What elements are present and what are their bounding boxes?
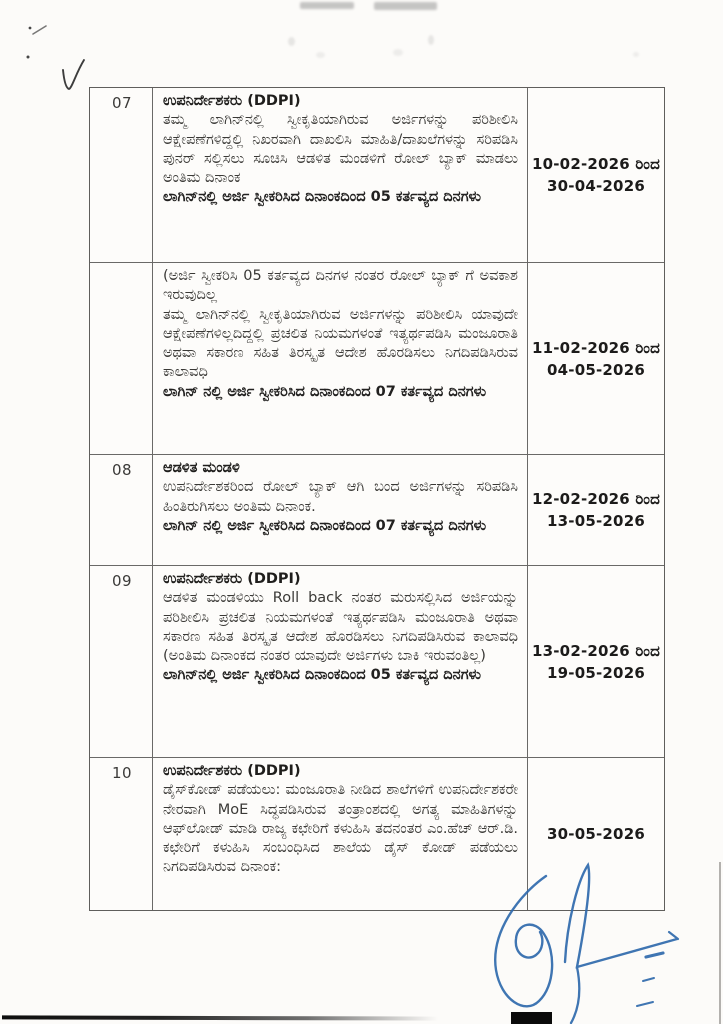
table-row: [90, 88, 664, 263]
smudge-mark: [393, 49, 403, 56]
row-deadline: ಲಾಗಿನ್ ನಲ್ಲಿ ಅರ್ಜಿ ಸ್ವೀಕರಿಸಿದ ದಿನಾಂಕದಿಂದ 07 ಕರ್ತವ್ಯದ ದಿನಗಳು: [163, 517, 487, 534]
date-to: 19-05-2026: [547, 663, 645, 682]
serial-number: 09: [112, 572, 133, 590]
description-cell: [153, 88, 528, 262]
date-single: 30-05-2026: [547, 825, 645, 843]
serial-cell: [90, 455, 153, 565]
row-note: (ಅರ್ಜಿ ಸ್ವೀಕರಿಸಿ 05 ಕರ್ತವ್ಯದ ದಿನಗಳ ನಂತರ ರೋಲ್ ಬ್ಯಾಕ್ ಗೆ ಅವಕಾಶ ಇರುವುದಿಲ್ಲ: [163, 268, 518, 304]
serial-cell: [90, 758, 153, 910]
row-deadline: ಲಾಗಿನ್‌ನಲ್ಲಿ ಅರ್ಜಿ ಸ್ವೀಕರಿಸಿದ ದಿನಾಂಕದಿಂದ 05 ಕರ್ತವ್ಯದ ದಿನಗಳು: [163, 189, 482, 206]
schedule-table: [89, 87, 665, 911]
description-cell: [153, 758, 528, 910]
row-header: ಉಪನಿರ್ದೇಶಕರು (DDPI): [163, 763, 301, 779]
date-from: 12-02-2026 ರಿಂದ: [531, 490, 661, 508]
serial-cell: [90, 263, 153, 454]
row-body: ತಮ್ಮ ಲಾಗಿನ್‌ನಲ್ಲಿ ಸ್ವೀಕೃತಿಯಾಗಿರುವ ಅರ್ಜಿಗಳನ್ನು ಪರಿಶೀಲಿಸಿ ಆಕ್ಷೇಪಣೆಗಳಿದ್ದಲ್ಲಿ ನಿಖರವಾಗಿ ದಾಖಲಿಸಿ ಮಾಹಿತಿ/ದಾಖಲೆಗಳನ್ನು ಸರಿಪಡಿಸಿ ಪುನರ್ ಸಲ್ಲಿಸಲು ಸೂಚಿಸಿ ಆಡಳಿತ ಮಂಡಳಿಗೆ ರೋಲ್ ಬ್ಯಾಕ್ ಮಾಡಲು ಅಂತಿಮ ದಿನಾಂಕ: [163, 112, 518, 187]
table-row: [90, 455, 664, 566]
row-header: ಉಪನಿರ್ದೇಶಕರು (DDPI): [163, 93, 301, 109]
table-row: [90, 566, 664, 758]
date-from: 11-02-2026 ರಿಂದ: [531, 338, 661, 357]
row-header: ಉಪನಿರ್ದೇಶಕರು (DDPI): [163, 571, 301, 587]
scan-black-mark: [511, 1012, 552, 1024]
serial-number: 07: [112, 94, 133, 112]
serial-number: 08: [112, 461, 133, 479]
row-body: ಡೈಸ್‌ಕೋಡ್ ಪಡೆಯಲು: ಮಂಜೂರಾತಿ ನೀಡಿದ ಶಾಲೆಗಳಿಗೆ ಉಪನಿರ್ದೇಶಕರೇ ನೇರವಾಗಿ MoE ಸಿದ್ಧಪಡಿಸಿರುವ ತಂತ್ರಾಂಶದಲ್ಲಿ ಅಗತ್ಯ ಮಾಹಿತಿಗಳನ್ನು ಆಫ್‌ಲೋಡ್ ಮಾಡಿ ರಾಜ್ಯ ಕಛೇರಿಗೆ ಕಳುಹಿಸಿ ತದನಂತರ ಎಂ.ಹೆಚ್ ಆರ್.ಡಿ. ಕಛೇರಿಗೆ ಕಳುಹಿಸಿ ಸಂಬಂಧಿಸಿದ ಶಾಲೆಯ ಡೈಸ್ ಕೋಡ್ ಪಡೆಯಲು ನಿಗದಿಪಡಿಸಿರುವ ದಿನಾಂಕ:: [163, 782, 518, 876]
row-body: ಉಪನಿರ್ದೇಶಕರಿಂದ ರೋಲ್ ಬ್ಯಾಕ್ ಆಗಿ ಬಂದ ಅರ್ಜಿಗಳನ್ನು ಸರಿಪಡಿಸಿ ಹಿಂತಿರುಗಿಸಲು ಅಂತಿಮ ದಿನಾಂಕ.: [163, 479, 518, 515]
description-cell: [153, 455, 528, 565]
serial-cell: [90, 566, 153, 757]
date-cell: [528, 455, 664, 565]
date-to: 30-04-2026: [547, 177, 645, 195]
signature-ink: [480, 860, 723, 1024]
date-to: 13-05-2026: [547, 512, 645, 530]
row-header: ಆಡಳಿತ ಮಂಡಳಿ: [163, 460, 240, 476]
date-from: 13-02-2026 ರಿಂದ: [531, 641, 661, 660]
table-row: [90, 263, 664, 455]
smudge-mark: [316, 52, 325, 58]
smudge-mark: [428, 35, 434, 45]
page-edge-line: [719, 862, 721, 1024]
smudge-mark: [633, 52, 639, 57]
smudge-mark: [300, 2, 354, 9]
date-cell: [528, 88, 664, 262]
smudge-mark: [288, 37, 295, 46]
serial-cell: [90, 88, 153, 262]
date-cell: [528, 566, 664, 757]
scan-streak: [2, 1015, 438, 1020]
row-deadline: ಲಾಗಿನ್‌ನಲ್ಲಿ ಅರ್ಜಿ ಸ್ವೀಕರಿಸಿದ ದಿನಾಂಕದಿಂದ 05 ಕರ್ತವ್ಯದ ದಿನಗಳು: [163, 667, 482, 684]
description-cell: [153, 263, 528, 454]
description-cell: [153, 566, 528, 757]
date-from: 10-02-2026 ರಿಂದ: [531, 155, 661, 173]
serial-number: 10: [112, 764, 133, 782]
date-to: 04-05-2026: [547, 360, 645, 379]
row-deadline: ಲಾಗಿನ್ ನಲ್ಲಿ ಅರ್ಜಿ ಸ್ವೀಕರಿಸಿದ ದಿನಾಂಕದಿಂದ 07 ಕರ್ತವ್ಯದ ದಿನಗಳು: [163, 383, 487, 400]
row-body: ತಮ್ಮ ಲಾಗಿನ್‌ನಲ್ಲಿ ಸ್ವೀಕೃತಿಯಾಗಿರುವ ಅರ್ಜಿಗಳನ್ನು ಪರಿಶೀಲಿಸಿ ಯಾವುದೇ ಆಕ್ಷೇಪಣೆಗಳಿಲ್ಲದಿದ್ದಲ್ಲಿ ಪ್ರಚಲಿತ ನಿಯಮಗಳಂತೆ ಇತ್ಯರ್ಥಪಡಿಸಿ ಮಂಜೂರಾತಿ ಅಥವಾ ಸಕಾರಣ ಸಹಿತ ತಿರಸ್ಕೃತ ಆದೇಶ ಹೊರಡಿಸಲು ನಿಗದಿಪಡಿಸಿರುವ ಕಾಲಾವಧಿ: [163, 306, 518, 381]
row-body: ಆಡಳಿತ ಮಂಡಳಿಯು Roll back ನಂತರ ಮರುಸಲ್ಲಿಸಿದ ಅರ್ಜಿಯನ್ನು ಪರಿಶೀಲಿಸಿ ಪ್ರಚಲಿತ ನಿಯಮಗಳಂತೆ ಇತ್ಯರ್ಥಪಡಿಸಿ ಮಂಜೂರಾತಿ ಅಥವಾ ಸಕಾರಣ ಸಹಿತ ತಿರಸ್ಕೃತ ಆದೇಶ ಹೊರಡಿಸಲು ನಿಗದಿಪಡಿಸಿರುವ ಕಾಲಾವಧಿ (ಅಂತಿಮ ದಿನಾಂಕದ ನಂತರ ಯಾವುದೇ ಅರ್ಜಿಗಳು ಬಾಕಿ ಇರುವಂತಿಲ್ಲ): [163, 590, 518, 665]
smudge-mark: [374, 2, 437, 10]
date-cell: [528, 263, 664, 454]
